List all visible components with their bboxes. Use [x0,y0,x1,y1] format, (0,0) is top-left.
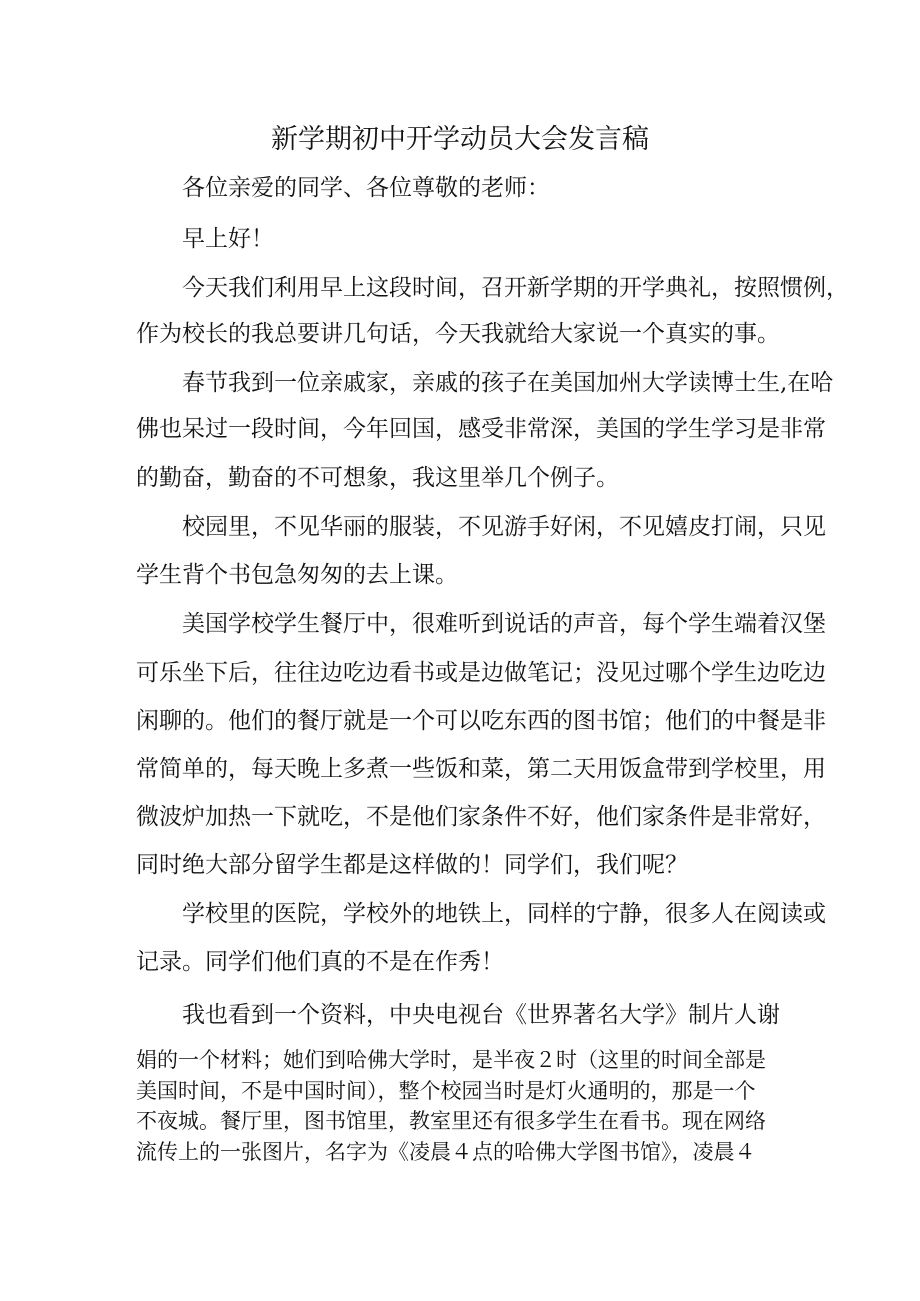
paragraph-line: 可乐坐下后，往往边吃边看书或是边做笔记；没见过哪个学生边吃边 [136,660,826,686]
paragraph-line: 佛也呆过一段时间，今年回国，感受非常深，美国的学生学习是非常 [136,416,826,442]
paragraph-line: 娟的一个材料；她们到哈佛大学时，是半夜２时（这里的时间全部是 [136,1048,766,1072]
paragraph-line: 春节我到一位亲戚家，亲戚的孩子在美国加州大学读博士生,在哈 [182,370,834,396]
paragraph-line: 美国学校学生餐厅中，很难听到说话的声音，每个学生端着汉堡 [182,611,826,637]
morning-line: 早上好！ [182,226,274,252]
paragraph-line: 我也看到一个资料，中央电视台《世界著名大学》制片人谢 [182,1002,780,1028]
paragraph-line: 微波炉加热一下就吃，不是他们家条件不好，他们家条件是非常好， [136,804,826,830]
greeting-line: 各位亲爱的同学、各位尊敬的老师： [182,175,550,201]
paragraph-line: 学校里的医院，学校外的地铁上，同样的宁静，很多人在阅读或 [182,901,826,927]
paragraph-line: 作为校长的我总要讲几句话，今天我就给大家说一个真实的事。 [136,321,780,347]
document-title: 新学期初中开学动员大会发言稿 [271,124,649,155]
paragraph-line: 今天我们利用早上这段时间，召开新学期的开学典礼，按照惯例， [182,275,849,301]
paragraph-line: 美国时间，不是中国时间），整个校园当时是灯火通明的，那是一个 [136,1079,756,1103]
paragraph-line: 记录。同学们他们真的不是在作秀！ [136,949,504,975]
paragraph-line: 校园里，不见华丽的服装，不见游手好闲，不见嬉皮打闹，只见 [182,514,826,540]
paragraph-line: 同时绝大部分留学生都是这样做的！同学们，我们呢？ [136,852,688,878]
paragraph-line: 学生背个书包急匆匆的去上课。 [136,562,458,588]
paragraph-line: 流传上的一张图片，名字为《凌晨４点的哈佛大学图书馆》，凌晨４ [136,1140,756,1164]
paragraph-line: 的勤奋，勤奋的不可想象，我这里举几个例子。 [136,465,619,491]
paragraph-line: 闲聊的。他们的餐厅就是一个可以吃东西的图书馆；他们的中餐是非 [136,708,826,734]
paragraph-line: 常简单的，每天晚上多煮一些饭和菜，第二天用饭盒带到学校里，用 [136,756,826,782]
paragraph-line: 不夜城。餐厅里，图书馆里，教室里还有很多学生在看书。现在网络 [136,1109,766,1133]
